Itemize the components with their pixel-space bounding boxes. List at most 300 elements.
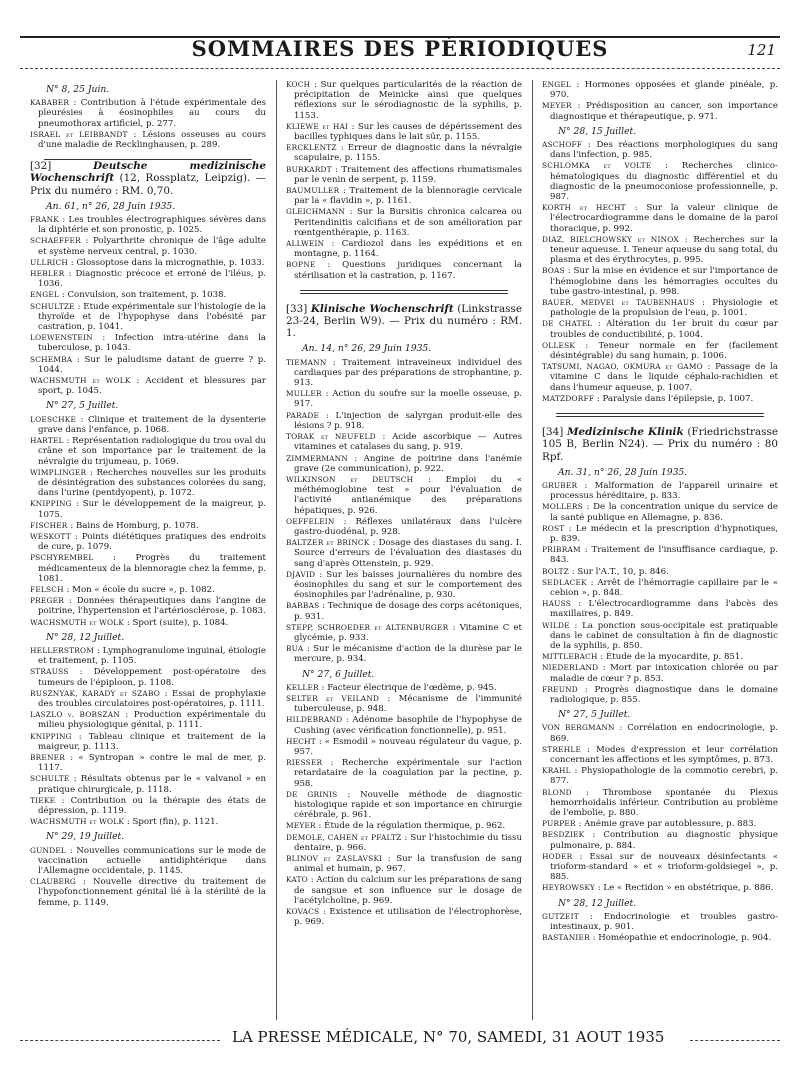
article-title: : Homéopathie et endocrinologie, p. 904. — [592, 933, 772, 944]
issue-heading: N° 28, 12 Juillet. — [558, 897, 637, 909]
article-entry — [30, 667, 266, 687]
article-title: : Thrombose spontanée du Plexus hemorrhoidalis inférieur. Contribution au problème de l'embolie, p. 880. — [550, 787, 778, 818]
journal-details: (Friedrichstrasse 105 B, Berlin N24). — Prix du numéro : 80 Rpf. — [542, 426, 778, 463]
article-author: PARADE — [286, 410, 320, 420]
article-author: SELTER et VEILAND — [286, 693, 380, 703]
article-entry — [286, 833, 522, 853]
article-author: TATSUMI, NAGAO, OKMURA et GAMO — [542, 362, 703, 372]
article-entry — [542, 140, 778, 160]
issue-heading: An. 14, n° 26, 29 Juin 1935. — [302, 343, 432, 355]
article-author: HILDEBRAND — [286, 715, 343, 725]
article-title: : Sur la Bursitis chronica calcarea ou Peritendinitis calcifians et de son amélioration par rœntgenthérapie, p. 1163. — [294, 207, 522, 238]
article-entry — [286, 854, 522, 874]
article-author: VON BERGMANN — [542, 723, 615, 733]
article-author: GLEICHMANN — [286, 207, 346, 217]
article-entry — [30, 269, 266, 289]
journal-number: [34] — [542, 426, 564, 439]
article-entry — [286, 239, 522, 259]
article-entry — [542, 819, 778, 829]
article-author: PSCHYREMBEL — [30, 553, 94, 563]
article-entry — [542, 663, 778, 683]
journal-heading — [286, 303, 522, 340]
article-entry — [542, 298, 778, 318]
article-title: : Angine de poitrine dans l'anémie grave (2e communication), p. 922. — [294, 453, 522, 474]
article-title: : Sur les baisses journalières du nombre des éosinophiles du sang et sur le comportement des éosinophiles par l'adrénaline, p. 930. — [294, 569, 522, 601]
article-entry — [30, 415, 266, 435]
article-title: : Mécanisme de l'immunité tuberculeuse, p. 948. — [294, 693, 522, 715]
article-title: : Infection intra-utérine dans la tuberculose, p. 1043. — [38, 333, 266, 354]
article-entry — [30, 376, 266, 396]
article-author: KORTH et HECHT — [542, 203, 626, 213]
article-entry — [286, 644, 522, 664]
article-author: KATO — [286, 875, 308, 885]
article-entry — [542, 685, 778, 705]
journal-title: Deutsche medizinische Wochenschrift — [30, 160, 266, 185]
article-entry — [286, 517, 522, 537]
article-entry — [286, 165, 522, 185]
article-entry — [286, 411, 522, 431]
article-entry — [542, 362, 778, 393]
article-title: : Nouvelle méthode de diagnostic histologique rapide et son importance en chirurgie cérébrale, p. 961. — [294, 789, 522, 821]
article-author: FELSCH — [30, 584, 64, 594]
issue-heading: N° 29, 19 Juillet. — [46, 831, 125, 843]
article-entry — [286, 454, 522, 474]
article-title: : Corrélation en endocrinologie, p. 869. — [550, 723, 778, 744]
column-3 — [542, 80, 778, 1020]
article-title: : Sur la mise en évidence et sur l'importance de l'hémoglobine dans les hémorragies occultes du tube gastro-intestinal, p. 998. — [550, 266, 778, 297]
article-entry — [286, 186, 522, 206]
article-entry — [30, 618, 266, 628]
article-entry — [286, 80, 522, 121]
issue-heading: N° 27, 5 Juillet. — [46, 400, 119, 412]
article-entry — [542, 481, 778, 501]
article-entry — [542, 933, 778, 943]
article-title: : Convulsion, son traitement, p. 1038. — [61, 290, 227, 301]
article-entry — [542, 788, 778, 819]
issue-heading: N° 8, 25 Juin. — [46, 84, 110, 95]
article-title: : Malformation de l'appareil urinaire et processus héréditaire, p. 833. — [550, 480, 778, 502]
article-author: TIEKE — [30, 795, 56, 805]
article-entry — [542, 621, 778, 652]
article-title: : Sport (fin), p. 1121. — [126, 817, 219, 828]
article-entry — [30, 532, 266, 552]
article-entry — [30, 689, 266, 709]
article-author: WESKOTT — [30, 531, 71, 541]
article-title: : Mon « école du sucre », p. 1082. — [66, 584, 215, 595]
article-title: : Teneur normale en fer (facilement désintégrable) du sang humain, p. 1006. — [550, 340, 778, 362]
article-title: : Recherches sur la teneur aqueuse. I. Teneur aqueuse du sang total, du plasma et des érythrocytes, p. 995. — [550, 234, 778, 266]
article-title: : Polyarthrite chronique de l'âge adulte et système nerveux central, p. 1030. — [38, 236, 266, 257]
article-title: : Lymphogranulome inguinal, étiologie et traitement, p. 1105. — [38, 645, 266, 667]
article-entry — [30, 596, 266, 616]
article-author: SCHULTZE — [30, 301, 75, 311]
article-author: STEPP, SCHROEDER et ALTENBURGER — [286, 622, 449, 632]
article-author: DE CHATEL — [542, 319, 593, 329]
article-author: ALLWEIN — [286, 239, 325, 249]
article-author: ROST — [542, 523, 565, 533]
article-title: : De la concentration unique du service de la santé publique en Allemagne, p. 836. — [550, 502, 778, 523]
article-title: : Progrès diagnostique dans le domaine radiologique, p. 855. — [550, 684, 778, 705]
article-entry — [30, 646, 266, 666]
article-title: : Mort par intoxication chlorée ou par maladie de cœur ? p. 853. — [550, 663, 778, 684]
issue-heading: N° 28, 15 Juillet. — [558, 125, 637, 137]
article-author: PRIBRAM — [542, 545, 581, 555]
article-author: WILDE — [542, 620, 570, 630]
article-entry — [286, 821, 522, 831]
article-title: : Vitamine C et glycémie, p. 933. — [294, 622, 522, 643]
article-entry — [542, 101, 778, 121]
article-author: KELLER — [286, 682, 319, 692]
article-author: PURPER — [542, 819, 576, 829]
article-author: LASZLO v. BOBSZAN — [30, 710, 120, 720]
article-title: : L'injection de salyrgan produit-elle des lésions ? p. 918. — [294, 410, 522, 431]
article-author: MATZDORFF — [542, 393, 595, 403]
article-author: KNIPPING — [30, 731, 72, 741]
article-entry — [286, 260, 522, 280]
article-author: BURKARDT — [286, 164, 332, 174]
article-title: : Contribution au diagnostic physique pulmonaire, p. 884. — [550, 830, 778, 851]
article-entry — [286, 601, 522, 621]
article-entry — [542, 852, 778, 883]
article-entry — [30, 499, 266, 519]
column-2 — [286, 80, 522, 1020]
page-title: SOMMAIRES DES PÉRIODIQUES — [191, 36, 609, 61]
article-title: : Recherche expérimentale sur l'action retardataire de la coagulation par la pectine, p. 958. — [294, 758, 522, 789]
article-title: : Erreur de diagnostic dans la névralgie scapulaire, p. 1155. — [294, 143, 522, 164]
article-title: : Modes d'expression et leur corrélation concernant les affections et les symptômes, p. 873. — [550, 744, 778, 765]
article-title: : Sur le mécanisme d'action de la diurèse par le mercure, p. 934. — [294, 644, 522, 665]
article-title: : Anémie grave par autoblessure, p. 883. — [578, 819, 757, 830]
article-title: : L'électrocardiogramme dans l'abcès des maxillaires, p. 849. — [550, 599, 778, 620]
article-entry — [286, 790, 522, 821]
article-entry — [286, 432, 522, 452]
article-author: DEMOLE, CAHEN et PFALTZ — [286, 832, 402, 842]
article-title: : Accident et blessures par sport, p. 1045. — [38, 376, 266, 397]
article-author: OEFFELEIN — [286, 516, 335, 526]
article-title: : La ponction sous-occipitale est pratiquable dans le cabinet de consultation à fin de diagnostic de la syphilis, p. 850. — [550, 620, 778, 651]
article-title: : Production expérimentale du milieu physiologique génital, p. 1111. — [38, 710, 266, 731]
article-author: BLINOV et ZASLAVSKI — [286, 854, 383, 864]
article-author: BARBAS — [286, 601, 320, 611]
footer-rule — [690, 1040, 780, 1041]
article-entry — [542, 319, 778, 339]
article-title: : Sur quelques particularités de la réaction de précipitation de Meinicke ainsi que quelques réflexions sur le sérodiagnostic de la syphilis, p. 1153. — [294, 80, 522, 121]
article-author: SCHAEFFER — [30, 236, 81, 246]
article-author: WIMPLINGER — [30, 467, 87, 477]
page-number: 121 — [747, 41, 776, 59]
article-author: BAUER, MEDVEI et TAUBENHAUS — [542, 298, 695, 308]
article-author: BAUMULLER — [286, 186, 340, 196]
article-title: : Facteur électrique de l'œdème, p. 945. — [321, 682, 497, 693]
article-title: : Bains de Homburg, p. 1078. — [70, 520, 199, 531]
article-author: WACHSMUTH et WOLK — [30, 817, 125, 827]
article-title: : Contribution à l'étude expérimentale des pleurésies à éosinophiles au cours du pneumothorax artificiel, p. 277. — [38, 98, 266, 129]
article-entry — [542, 723, 778, 743]
article-author: TORAK et NEUFELD — [286, 432, 376, 442]
article-title: : Endocrinologie et troubles gastro-intestinaux, p. 901. — [550, 911, 778, 933]
header-divider — [20, 68, 780, 69]
article-entry — [542, 599, 778, 619]
article-title: : Progrès du traitement médicamenteux de la blennoragie chez la femme, p. 1081. — [38, 553, 266, 584]
article-entry — [30, 290, 266, 300]
article-title: : Traitement intraveineux individuel des cardiaques par des préparations de strophantine, p. 913. — [294, 357, 522, 389]
article-entry — [286, 694, 522, 714]
issue-heading: N° 27, 5 Juillet. — [558, 709, 631, 721]
footer-rule — [20, 1040, 220, 1041]
article-entry — [30, 333, 266, 353]
article-author: RUSZNYAK, KARADY et SZABO — [30, 688, 160, 698]
article-entry — [542, 80, 778, 100]
article-entry — [542, 203, 778, 234]
article-author: MOLLERS — [542, 502, 583, 512]
article-author: BALTZER et BRINCK — [286, 538, 370, 548]
section-separator — [556, 416, 764, 417]
article-title: : Nouvelle directive du traitement de l'hypofonctionnement génital lié à la stérilité de la femme, p. 1149. — [38, 877, 266, 908]
article-author: OLLESK — [542, 340, 576, 350]
article-title: : Représentation radiologique du trou oval du crâne et son importance par le traitement de la névralgie du trijumeau, p. 1069. — [38, 436, 266, 467]
article-entry — [286, 570, 522, 601]
article-entry — [30, 521, 266, 531]
article-entry — [542, 235, 778, 266]
article-title: : Sur le développement de la maigreur, p. 1075. — [38, 499, 266, 520]
article-author: DE GRINIS — [286, 789, 338, 799]
article-entry — [542, 652, 778, 662]
article-entry — [542, 502, 778, 522]
article-author: GUNDEL — [30, 845, 67, 855]
article-author: BOPNE — [286, 260, 316, 270]
article-title: : Existence et utilisation de l'électrophorèse, p. 969. — [294, 907, 522, 928]
article-entry — [286, 737, 522, 757]
article-title: : Etude expérimentale sur l'histologie de la thyroïde et de l'hypophyse dans l'obésité par castration, p. 1041. — [38, 301, 266, 333]
article-entry — [542, 912, 778, 932]
page-footer — [20, 1026, 780, 1066]
article-title: : Glossoptose dans la micrognathie, p. 1033. — [70, 257, 265, 268]
article-author: ASCHOFF — [542, 140, 583, 150]
article-author: STRAUSS — [30, 667, 69, 677]
article-author: LOESCHKE — [30, 414, 77, 424]
article-author: BESDZIEK — [542, 830, 585, 840]
issue-heading: N° 27, 6 Juillet. — [302, 668, 375, 680]
article-entry — [30, 98, 266, 129]
article-author: HELLERSTROM — [30, 645, 94, 655]
article-title: : Sur les causes de dépérissement des bacilles typhiques dans le lait sûr, p. 1155. — [294, 121, 522, 143]
article-entry — [286, 389, 522, 409]
article-author: KLIEWE et HAI — [286, 121, 349, 131]
issue-heading: An. 61, n° 26, 28 Juin 1935. — [46, 200, 176, 212]
article-author: SCHULTE — [30, 774, 70, 784]
article-entry — [30, 846, 266, 877]
article-entry — [30, 732, 266, 752]
section-separator — [300, 293, 508, 294]
article-author: ENGEL — [30, 290, 60, 300]
article-entry — [542, 578, 778, 598]
article-title: : Données thérapeutiques dans l'angine de poitrine, l'hypertension et l'artériosclérose, p. 1083. — [38, 596, 266, 617]
article-entry — [542, 161, 778, 202]
article-author: KABABER — [30, 98, 70, 108]
article-title: : Adénome basophile de l'hypophyse de Cushing (avec vérification fonctionnelle), p. 951. — [294, 715, 522, 736]
article-author: BOLTZ — [542, 566, 569, 576]
article-title: : « Syntropan » contre le mal de mer, p. 1117. — [38, 752, 266, 774]
article-title: : Sur la transfusion de sang animal et humain, p. 967. — [294, 854, 522, 875]
article-entry — [30, 258, 266, 268]
article-entry — [286, 358, 522, 389]
article-author: TIEMANN — [286, 357, 327, 367]
article-author: WILKINSON et DEUTSCH — [286, 474, 414, 484]
article-title: : Points diététiques pratiques des endroits de cure, p. 1079. — [38, 531, 266, 553]
article-author: ISRAEL et LEIBBANDT — [30, 129, 128, 139]
article-title: : Physiologie et pathologie de la propulsion de l'eau, p. 1001. — [550, 298, 778, 319]
article-entry — [542, 830, 778, 850]
article-author: WACHSMUTH et WOLK — [30, 617, 125, 627]
article-title: : Traitement de l'insuffisance cardiaque, p. 843. — [550, 545, 778, 566]
article-author: NIEDERLAND — [542, 663, 599, 673]
article-author: KRAHL — [542, 766, 571, 776]
article-title: : Recherches nouvelles sur les produits de désintégration des substances colorées du sang, dans l'urine (pentdyopent), p. 1072. — [38, 467, 266, 499]
article-title: : Prédisposition au cancer, son importance diagnostique et thérapeutique, p. 971. — [550, 101, 778, 122]
journal-number: [32] — [30, 160, 52, 173]
article-entry — [30, 817, 266, 827]
article-author: FREUND — [542, 684, 578, 694]
article-title: : Dosage des diastases du sang. I. Source d'erreurs de l'évaluation des diastases du sang d'après Ottenstein, p. 929. — [294, 538, 522, 569]
article-author: ERCKLENTZ — [286, 143, 337, 153]
journal-heading — [30, 160, 266, 197]
article-title: : Emploi du « méthémoglobine test » pour l'évaluation de l'activité antianémique des préparations hépatiques, p. 926. — [294, 474, 522, 516]
column-divider — [532, 80, 533, 1020]
article-author: HAUSS — [542, 599, 572, 609]
article-entry — [30, 355, 266, 375]
article-title: : Réflexes unilatéraux dans l'ulcère gastro-duodénal, p. 928. — [294, 516, 522, 537]
issue-heading: N° 28, 12 Juillet. — [46, 631, 125, 643]
article-title: : Les troubles électrographiques sévères dans la diphtérie et son pronostic, p. 1025. — [38, 215, 266, 236]
article-author: HODER — [542, 851, 573, 861]
article-title: : Des réactions morphologiques du sang dans l'infection, p. 985. — [550, 140, 778, 161]
article-author: LOEWENSTEIN — [30, 333, 93, 343]
article-author: KNIPPING — [30, 499, 72, 509]
article-title: : Résultats obtenus par le « valvanol » en pratique chirurgicale, p. 1118. — [38, 774, 266, 795]
article-title: : Le « Rectidon » en obstétrique, p. 886. — [597, 883, 774, 894]
article-author: GUTZEIT — [542, 911, 579, 921]
article-author: DIAZ, BIELCHOWSKY et NINOX — [542, 234, 679, 244]
article-entry — [542, 341, 778, 361]
article-title: : Hormones opposées et glande pinéale, p. 970. — [550, 80, 778, 101]
article-title: : Technique de dosage des corps acétoniques, p. 931. — [294, 601, 522, 622]
article-entry — [286, 143, 522, 163]
article-entry — [286, 875, 522, 906]
article-author: BUA — [286, 644, 304, 654]
article-title: : « Esmodil » nouveau régulateur du vague, p. 957. — [294, 736, 522, 757]
article-entry — [286, 623, 522, 643]
article-entry — [30, 753, 266, 773]
article-entry — [542, 745, 778, 765]
article-entry — [30, 774, 266, 794]
article-author: HEBLER — [30, 269, 65, 279]
article-title: : Altération du 1er bruit du cœur par troubles de conductibilité, p. 1004. — [550, 319, 778, 340]
footer-text: LA PRESSE MÉDICALE, N° 70, SAMEDI, 31 AOUT 1935 — [232, 1028, 665, 1046]
columns — [30, 80, 776, 1020]
article-title: : Passage de la vitamine C dans le liquide céphalo-rachidien et dans l'humeur aqueuse, p. 1007. — [550, 362, 778, 393]
article-title: : Traitement des affections rhumatismales par le venin de serpent, p. 1159. — [294, 164, 522, 185]
section-separator — [300, 290, 508, 291]
article-title: : Étude de la régulation thermique, p. 962. — [318, 821, 506, 832]
article-author: BOAS — [542, 266, 565, 276]
article-title: : Traitement de la blennoragie cervicale par la « flavidin », p. 1161. — [294, 186, 522, 207]
article-title: : Nouvelles communications sur le mode de vaccination actuelle antidiphtérique dans l'Allemagne occidentale, p. 1145. — [38, 845, 266, 877]
article-title: : Sport (suite), p. 1084. — [126, 617, 229, 628]
article-author: WACHSMUTH et WOLK — [30, 376, 131, 386]
article-title: : Sur le paludisme datant de guerre ? p. 1044. — [38, 354, 266, 375]
article-entry — [542, 567, 778, 577]
article-title: : Diagnostic précoce et erroné de l'iléus, p. 1036. — [38, 269, 266, 290]
article-entry — [30, 215, 266, 235]
article-entry — [30, 553, 266, 584]
article-author: BRENER — [30, 752, 66, 762]
article-entry — [286, 683, 522, 693]
journal-details: (Linkstrasse 23-24, Berlin W9). — Prix du numéro : RM. 1. — [286, 302, 522, 340]
article-title: : Sur l'A.T., 10, p. 846. — [571, 566, 669, 577]
article-entry — [30, 585, 266, 595]
article-author: MEYER — [286, 821, 316, 831]
article-title: : Clinique et traitement de la dysenterie grave dans l'enfance, p. 1068. — [38, 414, 266, 435]
article-title: : Essai sur de nouveaux désinfectants « trioform-standard » et « trioform-goldsiegel », p. 885. — [550, 851, 778, 883]
article-author: DJAVID — [286, 569, 316, 579]
article-author: PREGER — [30, 596, 64, 606]
article-entry — [30, 710, 266, 730]
article-entry — [542, 524, 778, 544]
article-author: MITTLEBACH — [542, 652, 598, 662]
article-author: HEYROWSKY — [542, 883, 596, 893]
article-title: : Physiopathologie de la commotio cerebri, p. 877. — [550, 766, 778, 787]
article-title: : Cardiozol dans les expéditions et en montagne, p. 1164. — [294, 239, 522, 260]
section-separator — [556, 413, 764, 414]
column-1 — [30, 80, 266, 1020]
article-author: ULLRICH — [30, 257, 69, 267]
article-entry — [30, 796, 266, 816]
article-entry — [542, 883, 778, 893]
article-author: MULLER — [286, 389, 322, 399]
article-entry — [30, 436, 266, 467]
article-title: : Développement post-opératoire des tumeurs de l'épiploon, p. 1108. — [38, 667, 266, 688]
article-title: : Questions juridiques concernant la stérilisation et la castration, p. 1167. — [294, 260, 522, 281]
article-entry — [542, 266, 778, 297]
article-entry — [30, 877, 266, 908]
article-entry — [286, 907, 522, 927]
article-author: MEYER — [542, 101, 572, 111]
article-entry — [286, 122, 522, 142]
article-entry — [542, 545, 778, 565]
journal-details: (12, Rossplatz, Leipzig). — Prix du numéro : RM. 0,70. — [30, 172, 266, 197]
article-entry — [30, 468, 266, 499]
article-author: BASTANIER — [542, 933, 590, 943]
article-title: : Sur l'histochimie du tissu dentaire, p. 966. — [294, 832, 522, 853]
article-title: : Acide ascorbique — Autres vitamines et catalases du sang, p. 919. — [294, 432, 522, 453]
article-author: FISCHER — [30, 520, 68, 530]
article-entry — [30, 302, 266, 333]
issue-heading: An. 31, n° 26, 28 Juin 1935. — [558, 466, 688, 478]
article-title: : Essai de prophylaxie des troubles circulatoires post-opératoires, p. 1111. — [38, 688, 266, 709]
article-author: HECHT — [286, 736, 316, 746]
article-author: KOCH — [286, 80, 311, 89]
article-author: STREHLE — [542, 744, 582, 754]
article-title: : Contribution ou la thérapie des états de dépression, p. 1119. — [38, 795, 266, 816]
article-author: KOVACS — [286, 907, 320, 917]
journal-number: [33] — [286, 302, 308, 315]
article-title: : Le médecin et la prescription d'hypnotiques, p. 839. — [550, 523, 778, 544]
article-author: SEDLACEK — [542, 577, 587, 587]
column-divider — [276, 80, 277, 1020]
article-author: SCHLOMKA et VOLTE — [542, 161, 652, 171]
article-author: HARTEL — [30, 436, 64, 446]
article-title: : Tableau clinique et traitement de la maigreur, p. 1113. — [38, 731, 266, 752]
